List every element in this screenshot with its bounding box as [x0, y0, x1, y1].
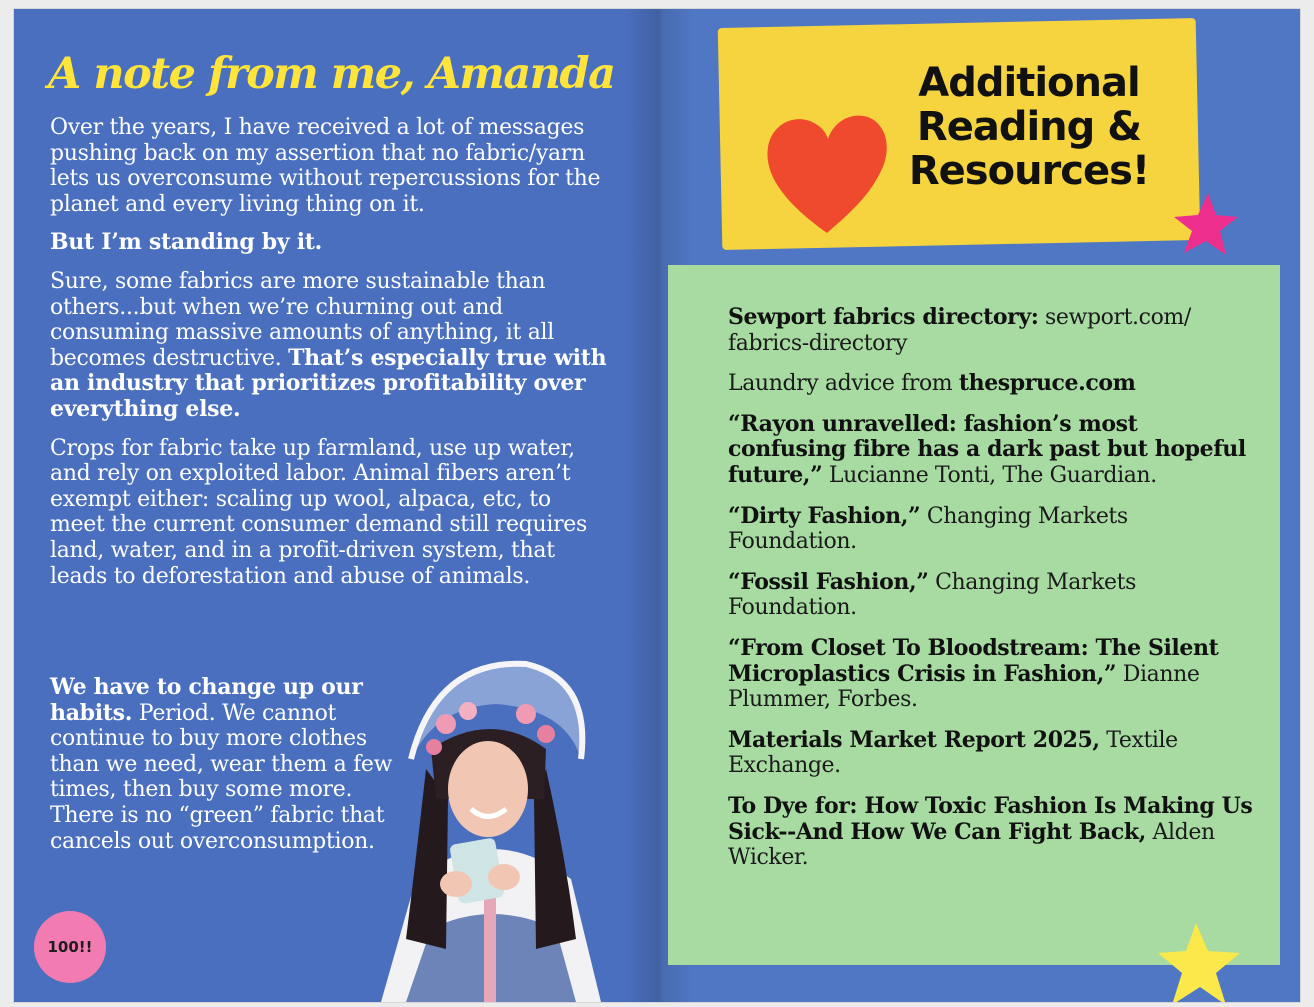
- author-hand: [440, 871, 472, 897]
- resource-source: Lucianne Tonti, The Guardian.: [822, 462, 1157, 488]
- star-icon: [1156, 921, 1244, 1002]
- note-paragraph-4: Crops for fabric take up farmland, use up water, and rely on exploited labor. Animal fibers aren’t exempt either: scaling up wool, alpaca, etc, to meet the current consumer demand still requires land, water, and in a profit-driven system, that leads to deforestation and abuse of animals.: [50, 435, 587, 589]
- resource-title: “Rayon unravelled: fashion’s most confusing fibre has a dark past but hopeful future,”: [728, 410, 1246, 488]
- author-flower: [516, 704, 536, 724]
- note-paragraph-1: Over the years, I have received a lot of messages pushing back on my assertion that no fabric/yarn lets us overconsume without repercussions for the planet and every living thing on it.: [50, 115, 601, 217]
- resource-source: Laundry advice from: [728, 371, 959, 397]
- author-flower: [436, 714, 456, 734]
- resource-title: Materials Market Report 2025,: [728, 726, 1100, 753]
- page-number-badge: [34, 911, 106, 983]
- resource-source: Changing Markets Foundation.: [728, 503, 1128, 555]
- resource-item: [728, 305, 1258, 356]
- note-paragraph-3-text: Sure, some fabrics are more sustainable than others...but when we’re churning out and consuming massive amounts of anything, it all becomes destructive.: [50, 268, 554, 371]
- resource-item: [728, 371, 1258, 397]
- resource-title: “Fossil Fashion,”: [728, 568, 929, 595]
- resource-source: Dianne Plummer, Forbes.: [728, 661, 1200, 713]
- author-flower: [459, 702, 477, 720]
- standing-statement: But I’m standing by it.: [50, 229, 322, 256]
- resource-title: “Dirty Fashion,”: [728, 502, 921, 529]
- page-number: 100!!: [47, 938, 93, 956]
- note-paragraph-2: [50, 230, 610, 256]
- habits-paragraph: [50, 675, 395, 854]
- note-title: A note from me, Amanda: [48, 49, 615, 99]
- resource-source: Textile Exchange.: [728, 727, 1178, 779]
- heart-icon: [762, 111, 892, 236]
- note-body: [50, 115, 610, 602]
- note-paragraph-3: [50, 269, 610, 423]
- resource-title: To Dye for: How Toxic Fashion Is Making Us Sick--And How We Can Fight Back,: [728, 792, 1253, 845]
- note-paragraph-3-bold: That’s especially true with an industry that prioritizes profitability over everything else.: [50, 344, 607, 422]
- resource-item: [728, 794, 1258, 871]
- author-flower: [537, 725, 555, 743]
- resource-title: “From Closet To Bloodstream: The Silent Microplastics Crisis in Fashion,”: [728, 634, 1219, 687]
- resource-source: Changing Markets Foundation.: [728, 569, 1136, 621]
- author-hand: [488, 864, 520, 890]
- resource-item: [728, 636, 1258, 713]
- author-face: [448, 741, 528, 837]
- author-ribbon: [484, 889, 496, 1002]
- resource-item: [728, 570, 1258, 621]
- habits-text: Period. We cannot continue to buy more clothes than we need, wear them a few times, then buy some more. There is no “green” fabric that cancels out overconsumption.: [50, 700, 393, 854]
- magazine-spread: [14, 9, 1300, 1002]
- habits-bold: We have to change up our habits.: [50, 674, 363, 726]
- resource-title: Sewport fabrics directory:: [728, 304, 1039, 330]
- resource-item: [728, 504, 1258, 555]
- resources-list: [728, 305, 1258, 886]
- resource-item: [728, 412, 1258, 489]
- resource-source: sewport.com/ fabrics-directory: [728, 305, 1191, 356]
- resources-title: Additional Reading & Resources!: [908, 60, 1150, 194]
- star-icon: [1172, 191, 1240, 259]
- resource-item: [728, 728, 1258, 779]
- resource-source: Alden Wicker.: [728, 819, 1215, 871]
- author-photo: [376, 649, 606, 1002]
- author-flower: [426, 739, 442, 755]
- resource-title: thespruce.com: [958, 370, 1136, 397]
